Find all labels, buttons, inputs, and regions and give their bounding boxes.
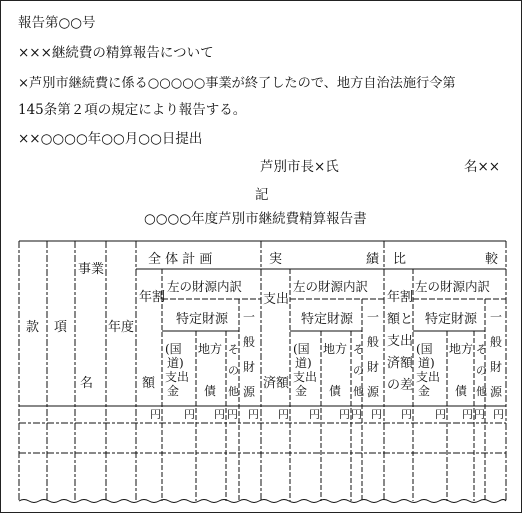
header-shishutsu-bottom: 済額 — [263, 376, 290, 391]
g2-chihousai-2: 債 — [329, 384, 342, 398]
g3-sonota-3: 他 — [476, 385, 487, 398]
g3-ippan-2: 般 — [490, 335, 503, 349]
issuer-name: 名×× — [464, 159, 501, 175]
g2-ippan-2: 般 — [367, 335, 380, 349]
g2-tokutei-zaigen: 特定財源 — [301, 312, 354, 327]
g2-zaigen-uchiwake: 左の財源内訳 — [293, 279, 369, 294]
g1-kuni-1: (国 — [165, 342, 182, 356]
g2-ippan-1: 一 — [367, 310, 380, 324]
yen-unit: 円 — [351, 408, 362, 421]
header-kou: 項 — [54, 320, 68, 335]
yen-unit: 円 — [184, 408, 195, 421]
g1-tokutei-zaigen: 特定財源 — [176, 312, 229, 327]
header-nendo: 年度 — [108, 320, 135, 335]
g3-kuni-3: 支出 — [416, 370, 441, 384]
table-header-labels — [26, 251, 503, 399]
g3-sonota-1: そ — [476, 343, 487, 356]
g1-sonota-2: の — [228, 364, 239, 377]
yen-unit-row — [150, 408, 504, 421]
report-subject: ×××継続費の精算報告について — [18, 45, 214, 61]
yen-unit: 円 — [401, 408, 412, 421]
yen-unit: 円 — [462, 408, 473, 421]
report-number: 報告第○○号 — [18, 15, 96, 31]
g1-ippan-4: 源 — [243, 385, 256, 399]
g3-tokutei-zaigen: 特定財源 — [425, 312, 478, 327]
yen-unit: 円 — [474, 408, 485, 421]
report-body-line-1: ×芦別市継続費に係る○○○○○事業が終了したので、地方自治法施行令第 — [18, 76, 456, 91]
header-diff-1: 年割 — [387, 290, 414, 305]
g1-ippan-3: 財 — [243, 360, 256, 374]
header-hikaku-left: 比 — [393, 252, 407, 267]
header-jisseki-right: 績 — [366, 252, 380, 267]
issuer-title: 芦別市長×氏 — [260, 159, 339, 175]
g3-ippan-1: 一 — [490, 310, 503, 324]
g2-ippan-3: 財 — [367, 360, 380, 374]
yen-unit: 円 — [150, 408, 161, 421]
yen-unit: 円 — [227, 408, 238, 421]
yen-unit: 円 — [435, 408, 446, 421]
g2-kuni-2: 道) — [295, 356, 312, 370]
yen-unit: 円 — [309, 408, 320, 421]
yen-unit: 円 — [371, 408, 382, 421]
g1-chihousai-2: 債 — [204, 384, 217, 398]
header-nenwari-top: 年割 — [139, 290, 166, 305]
header-nenwari-bottom: 額 — [142, 376, 156, 391]
header-diff-5: の差 — [387, 378, 414, 393]
yen-unit: 円 — [278, 408, 289, 421]
header-diff-3: 支出 — [387, 334, 414, 349]
g3-kuni-1: (国 — [416, 342, 433, 356]
header-zentai-keikaku: 全 体 計 画 — [148, 252, 213, 267]
g3-sonota-2: の — [476, 364, 487, 377]
g1-kuni-4: 金 — [167, 384, 180, 398]
table-title: ○○○○年度芦別市継続費精算報告書 — [144, 211, 367, 227]
g1-sonota-3: 他 — [228, 385, 239, 398]
g2-sonota-1: そ — [353, 343, 364, 356]
header-diff-2: 額と — [387, 312, 414, 327]
g1-sonota-1: そ — [228, 343, 239, 356]
header-jigyo-top: 事業 — [78, 262, 105, 277]
header-jisseki-left: 実 — [269, 252, 283, 267]
g3-ippan-4: 源 — [490, 385, 503, 399]
g1-ippan-1: 一 — [243, 310, 256, 324]
header-kan: 款 — [26, 320, 40, 335]
g3-zaigen-uchiwake: 左の財源内訳 — [415, 279, 491, 294]
g1-ippan-2: 般 — [243, 335, 256, 349]
header-shishutsu-top: 支出 — [263, 292, 290, 307]
g1-zaigen-uchiwake: 左の財源内訳 — [167, 279, 243, 294]
g2-ippan-4: 源 — [367, 385, 380, 399]
g3-chihousai-2: 債 — [455, 384, 468, 398]
g3-kuni-4: 金 — [418, 384, 431, 398]
g2-kuni-1: (国 — [293, 342, 310, 356]
g3-kuni-2: 道) — [418, 356, 435, 370]
g2-sonota-3: 他 — [353, 385, 364, 398]
header-hikaku-right: 較 — [485, 252, 499, 267]
settlement-table — [1, 1, 523, 514]
g2-sonota-2: の — [353, 364, 364, 377]
g1-kuni-3: 支出 — [165, 370, 190, 384]
yen-unit: 円 — [248, 408, 259, 421]
report-body-line-2: 145条第２項の規定により報告する。 — [18, 102, 247, 118]
g2-chihousai-1: 地方 — [323, 342, 348, 356]
g2-kuni-4: 金 — [295, 384, 308, 398]
g1-chihousai-1: 地方 — [198, 342, 223, 356]
yen-unit: 円 — [339, 408, 350, 421]
g1-kuni-2: 道) — [167, 356, 184, 370]
ki-heading: 記 — [255, 187, 269, 203]
submission-date: ××○○○○年○○月○○日提出 — [18, 131, 203, 147]
header-diff-4: 済額 — [387, 356, 414, 371]
header-jigyo-bottom: 名 — [80, 376, 94, 391]
yen-unit: 円 — [214, 408, 225, 421]
g2-kuni-3: 支出 — [293, 370, 318, 384]
g3-ippan-3: 財 — [490, 360, 503, 374]
yen-unit: 円 — [493, 408, 504, 421]
g3-chihousai-1: 地方 — [449, 342, 474, 356]
